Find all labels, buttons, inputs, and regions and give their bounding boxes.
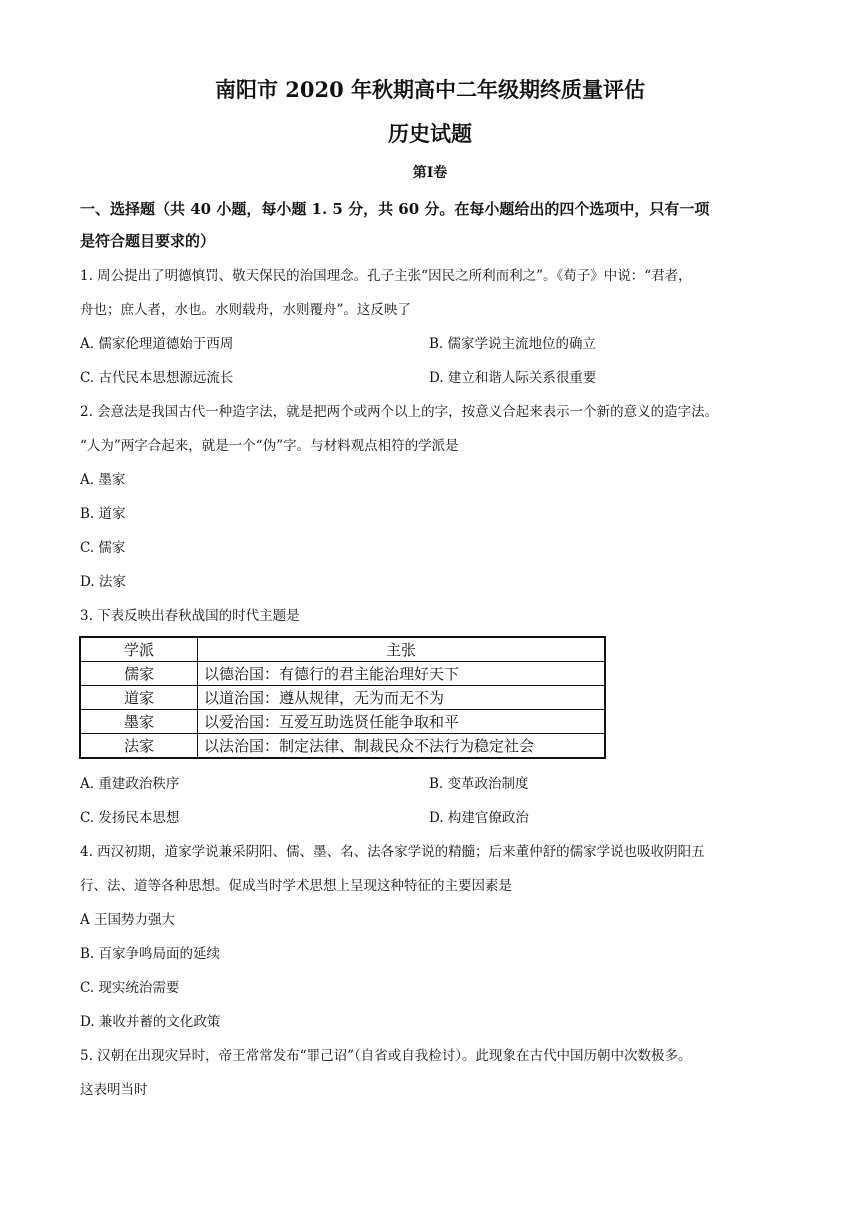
- table-cell-claim: 以道治国：遵从规律，无为而无不为: [198, 686, 606, 710]
- q3-stem: 3. 下表反映出春秋战国的时代主题是: [80, 608, 300, 624]
- q2-option-d: D. 法家: [80, 574, 126, 590]
- q1-option-c: C. 古代民本思想源远流长: [80, 370, 234, 386]
- table-row: [80, 734, 605, 759]
- table-header-claim: 主张: [198, 637, 606, 662]
- table-cell-claim: 以法治国：制定法律、制裁民众不法行为稳定社会: [198, 734, 606, 759]
- q1-option-d: D. 建立和谐人际关系很重要: [429, 370, 597, 386]
- section-heading-line1: 一、选择题（共 40 小题，每小题 1. 5 分，共 60 分。在每小题给出的四个选项中，只有一项: [80, 200, 710, 218]
- table-row: [80, 686, 605, 710]
- table-cell-school: 儒家: [80, 662, 198, 686]
- table-header-row: [80, 637, 605, 662]
- q3-option-c: C. 发扬民本思想: [80, 810, 180, 826]
- table-cell-school: 道家: [80, 686, 198, 710]
- q4-option-c: C. 现实统治需要: [80, 980, 180, 996]
- q5-stem-line2: 这表明当时: [80, 1082, 148, 1098]
- table-row: [80, 710, 605, 734]
- q2-stem-line1: 2. 会意法是我国古代一种造字法，就是把两个或两个以上的字，按意义合起来表示一个新的意义的造字法。: [80, 404, 719, 420]
- q1-stem-line1: 1. 周公提出了明德慎罚、敬天保民的治国理念。孔子主张“因民之所利而利之”。《荀子》中说：“君者，: [80, 268, 692, 284]
- q4-stem-line2: 行、法、道等各种思想。促成当时学术思想上呈现这种特征的主要因素是: [80, 878, 512, 894]
- table-row: [80, 662, 605, 686]
- q1-option-a: A. 儒家伦理道德始于西周: [80, 336, 234, 352]
- q3-option-a: A. 重建政治秩序: [80, 776, 180, 792]
- q2-option-b: B. 道家: [80, 506, 126, 522]
- q1-option-b: B. 儒家学说主流地位的确立: [429, 336, 597, 352]
- q3-option-d: D. 构建官僚政治: [429, 810, 529, 826]
- q1-stem-line2: 舟也；庶人者，水也。水则载舟，水则覆舟”。这反映了: [80, 302, 411, 318]
- q2-option-a: A. 墨家: [80, 472, 126, 488]
- q4-option-a: A 王国势力强大: [80, 912, 176, 928]
- table-cell-claim: 以爱治国：互爱互助选贤任能争取和平: [198, 710, 606, 734]
- table-cell-school: 法家: [80, 734, 198, 759]
- table-cell-claim: 以德治国：有德行的君主能治理好天下: [198, 662, 606, 686]
- volume-label: 第Ⅰ卷: [412, 165, 448, 181]
- section-heading-line2: 是符合题目要求的）: [80, 232, 216, 250]
- q2-stem-line2: “人为”两字合起来，就是一个“伪”字。与材料观点相符的学派是: [80, 438, 459, 454]
- q5-stem-line1: 5. 汉朝在出现灾异时，帝王常常发布“罪己诏”（自省或自我检讨）。此现象在古代中国历朝中次数极多。: [80, 1048, 692, 1064]
- q3-option-b: B. 变革政治制度: [429, 776, 529, 792]
- q4-option-b: B. 百家争鸣局面的延续: [80, 946, 221, 962]
- q4-option-d: D. 兼收并蓄的文化政策: [80, 1014, 221, 1030]
- q4-stem-line1: 4. 西汉初期，道家学说兼采阴阳、儒、墨、名、法各家学说的精髓；后来董仲舒的儒家学说也吸收阴阳五: [80, 844, 705, 860]
- table-cell-school: 墨家: [80, 710, 198, 734]
- exam-subject: 历史试题: [388, 121, 472, 146]
- schools-table: [79, 636, 606, 759]
- q2-option-c: C. 儒家: [80, 540, 126, 556]
- exam-title: 南阳市 2020 年秋期高中二年级期终质量评估: [214, 77, 646, 102]
- table-header-school: 学派: [80, 637, 198, 662]
